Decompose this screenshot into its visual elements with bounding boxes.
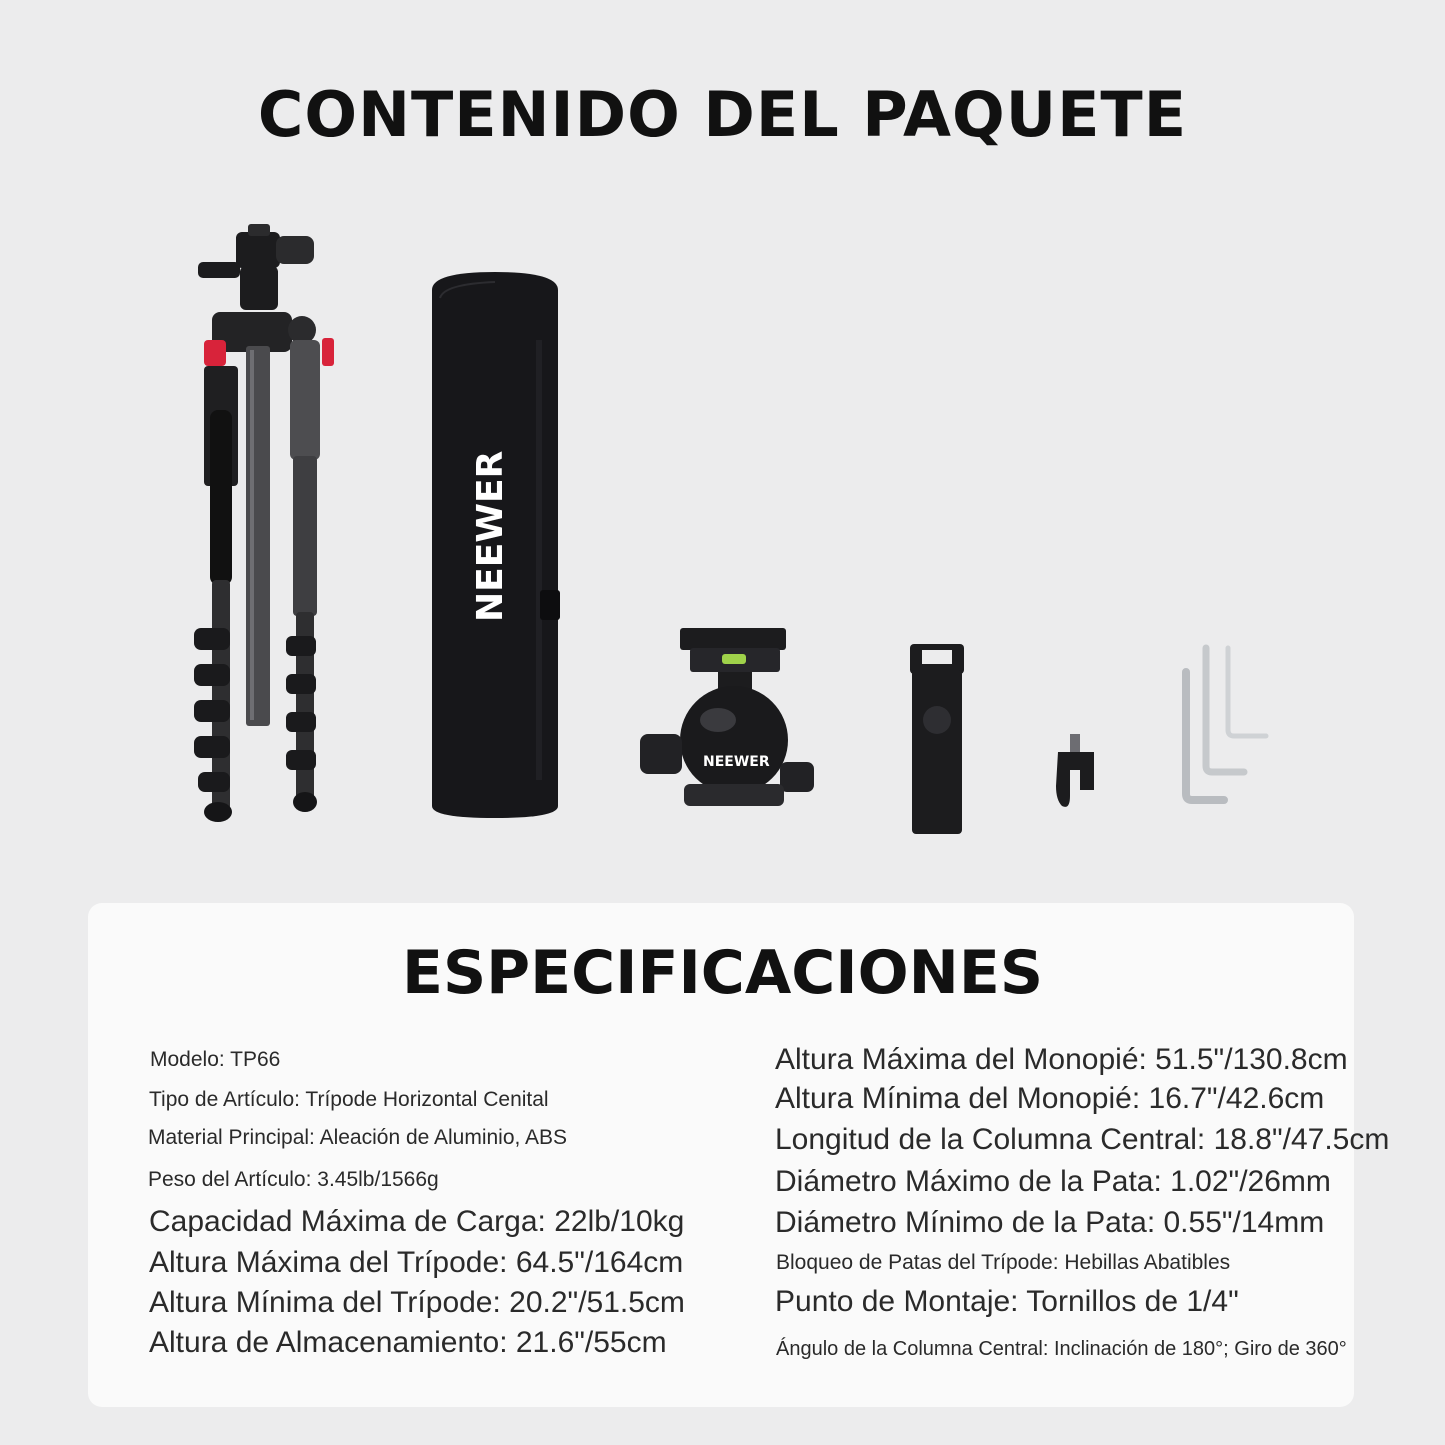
ball-head-icon: [640, 628, 814, 806]
spec-material: Material Principal: Aleación de Aluminio, ABS: [148, 1126, 568, 1149]
bag-brand-label: NEEWER: [470, 450, 511, 622]
spec-monopod-max-height: Altura Máxima del Monopié: 51.5"/130.8cm: [775, 1043, 1348, 1076]
spec-model: Modelo: TP66: [150, 1048, 281, 1071]
ballhead-brand-label: NEEWER: [703, 754, 770, 770]
spec-item-type: Tipo de Artículo: Trípode Horizontal Cenital: [149, 1088, 549, 1111]
spec-center-column-length: Longitud de la Columna Central: 18.8"/47.5cm: [775, 1123, 1390, 1156]
carry-bag-icon: [432, 272, 560, 818]
spec-weight: Peso del Artículo: 3.45lb/1566g: [148, 1168, 439, 1191]
spec-max-load: Capacidad Máxima de Carga: 22lb/10kg: [149, 1205, 685, 1238]
spec-monopod-min-height: Altura Mínima del Monopié: 16.7"/42.6cm: [775, 1082, 1325, 1115]
specifications-title: ESPECIFICACIONES: [401, 938, 1044, 1008]
spec-tripod-min-height: Altura Mínima del Trípode: 20.2"/51.5cm: [149, 1286, 685, 1319]
spec-min-leg-diameter: Diámetro Mínimo de la Pata: 0.55"/14mm: [775, 1206, 1325, 1239]
hex-keys-icon: [1186, 648, 1266, 800]
spec-leg-lock: Bloqueo de Patas del Trípode: Hebillas Abatibles: [776, 1251, 1231, 1274]
phone-clip-icon: [910, 644, 964, 834]
spec-mount-point: Punto de Montaje: Tornillos de 1/4": [775, 1285, 1239, 1318]
spec-storage-height: Altura de Almacenamiento: 21.6"/55cm: [149, 1326, 667, 1359]
package-contents-title: CONTENIDO DEL PAQUETE: [257, 78, 1188, 151]
spec-tripod-max-height: Altura Máxima del Trípode: 64.5"/164cm: [149, 1246, 684, 1279]
tripod-icon: [194, 224, 334, 822]
hook-icon: [1056, 734, 1094, 807]
spec-max-leg-diameter: Diámetro Máximo de la Pata: 1.02"/26mm: [775, 1165, 1331, 1198]
spec-center-column-angle: Ángulo de la Columna Central: Inclinación de 180°; Giro de 360°: [776, 1338, 1347, 1360]
